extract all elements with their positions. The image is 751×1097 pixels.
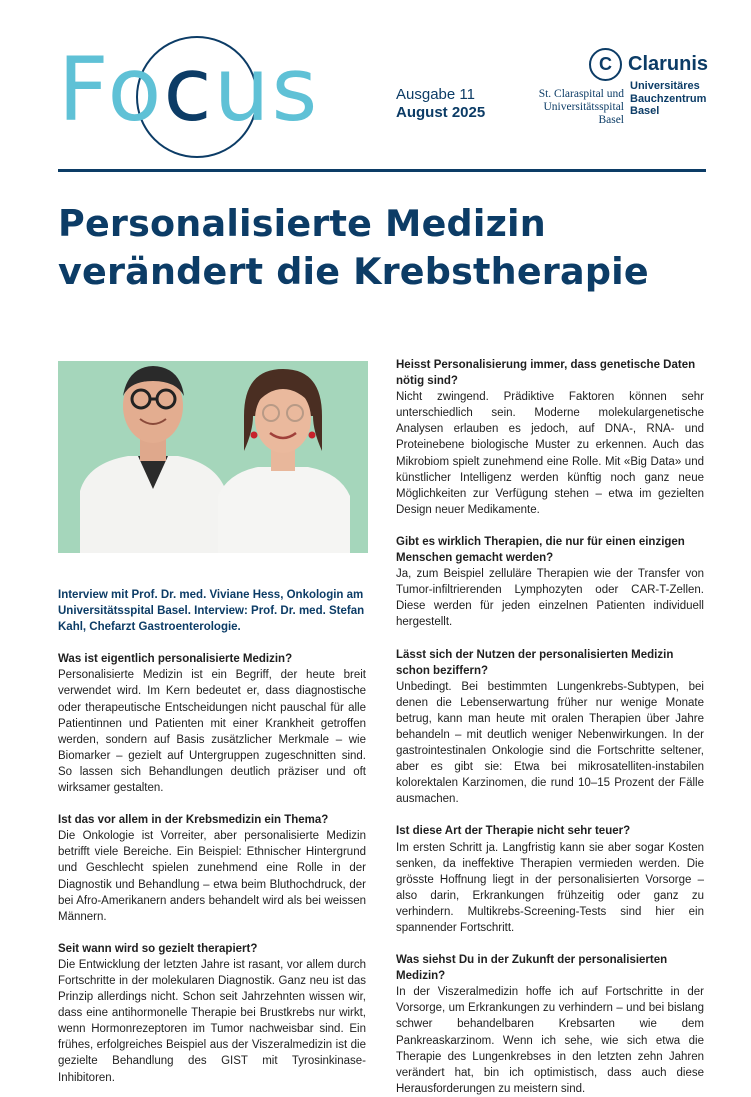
- qa-block: [396, 534, 704, 631]
- question: Ist das vor allem in der Krebsmedizin ein Thema?: [58, 814, 329, 827]
- hospital-line: Basel: [598, 114, 624, 126]
- focus-logo: [58, 36, 348, 161]
- header-divider: [58, 169, 706, 172]
- qa-block: [58, 812, 366, 925]
- qa-block: [396, 823, 704, 936]
- issue-info: [396, 86, 485, 122]
- portrait-photo: [58, 361, 368, 553]
- qa-block: [396, 357, 704, 518]
- question: Was ist eigentlich personalisierte Medizin?: [58, 653, 293, 666]
- question: Was siehst Du in der Zukunft der personalisierten Medizin?: [396, 954, 668, 983]
- answer: Personalisierte Medizin ist ein Begriff, der heute breit verwendet wird. Im Kern bedeutet er, dass diagnostische oder therapeutische Entscheidungen nicht pauschal für alle Patientinnen und Patienten mit einer Krankheit getroffen werden, sondern auf Basis zusätzlicher Merkmale – wie Biomarker – gezielt auf Untergruppen zugeschnitten sind. So lassen sich Behandlungen deutlich präziser und oft wirksamer gestalten.: [58, 669, 366, 795]
- hospital-line: Universitätsspital: [543, 101, 624, 113]
- interview-intro: Interview mit Prof. Dr. med. Viviane Hess, Onkologin am Universitätsspital Basel. Interview: Prof. Dr. med. Stefan Kahl, Chefarzt Gastroenterologie.: [58, 589, 365, 634]
- answer: Die Onkologie ist Vorreiter, aber personalisierte Medizin betrifft viele Bereiche. Ein Beispiel: Ethnischer Hintergrund und Geschlecht spielen zunehmend eine Rolle in der Diagnostik und Behandlung – etwa beim Bluthochdruck, der bei Afro-Amerikanern anders behandelt wird als bei weissen Männern.: [58, 830, 366, 923]
- clarunis-sub-line: Universitäres: [630, 80, 700, 92]
- clarunis-logo-icon: C: [589, 48, 622, 81]
- logo-part-c: c: [163, 38, 214, 141]
- hospital-names: [530, 88, 624, 127]
- question: Lässt sich der Nutzen der personalisierten Medizin schon beziffern?: [396, 648, 674, 677]
- qa-block: [396, 647, 704, 808]
- clarunis-subtitle: [630, 80, 706, 118]
- issue-date: August 2025: [396, 104, 486, 121]
- clarunis-sub-line: Bauchzentrum: [630, 92, 707, 105]
- question: Ist diese Art der Therapie nicht sehr teuer?: [396, 825, 631, 838]
- qa-block: [396, 952, 704, 1097]
- title-line: verändert die Krebstherapie: [58, 250, 649, 293]
- left-column: [58, 587, 366, 1086]
- answer: Ja, zum Beispiel zelluläre Therapien wie der Transfer von Tumor-infiltrierenden Lymphozyten oder CAR-T-Zellen. Diese werden für jeden einzelnen Patienten individuell hergestellt.: [396, 568, 704, 629]
- portrait-illustration: [58, 361, 368, 553]
- question: Heisst Personalisierung immer, dass genetische Daten nötig sind?: [396, 359, 696, 388]
- answer: Die Entwicklung der letzten Jahre ist rasant, vor allem durch Fortschritte in der molekularen Diagnostik. Ganz neu ist das Prinzip allerdings nicht. Schon seit Jahrzehnten wissen wir, dass eine antihormonelle Therapie bei Brustkrebs nur wirkt, wenn Hormonrezeptoren im Tumor nachweisbar sind. Ein frühes, erfolgreiches Beispiel aus der Viszeralmedizin ist die gezielte Behandlung des GIST mit Tyrosinkinase-Inhibitoren.: [58, 958, 366, 1084]
- logo-wordmark: [58, 40, 319, 140]
- right-column: [396, 357, 704, 1097]
- qa-block: [58, 941, 366, 1086]
- hospital-line: St. Claraspital und: [538, 88, 624, 100]
- article-title: [58, 200, 718, 296]
- answer: Nicht zwingend. Prädiktive Faktoren können sehr unterschiedlich sein. Moderne molekulargenetische Analysen erlauben es jedoch, auf DNA-, RNA- und Proteinebene biologische Muster zu erkennen. Auch das Mikrobiom spielt zunehmend eine Rolle. Mit «Big Data» und künstlicher Intelligenz werden künftig noch ganz neue Möglichkeiten zur Verfügung stehen – etwa im gezielten Design neuer Medikamente.: [396, 391, 704, 516]
- question: Gibt es wirklich Therapien, die nur für einen einzigen Menschen gemacht werden?: [396, 535, 685, 565]
- logo-part-us: us: [213, 38, 320, 141]
- question: Seit wann wird so gezielt therapiert?: [58, 942, 258, 955]
- clarunis-name: Clarunis: [628, 53, 709, 75]
- qa-block: [58, 651, 366, 796]
- title-line: Personalisierte Medizin: [58, 202, 546, 245]
- clarunis-sub-line: Basel: [630, 105, 660, 117]
- issue-number: Ausgabe 11: [396, 86, 475, 103]
- answer: Im ersten Schritt ja. Langfristig kann sie aber sogar Kosten senken, da ineffektive Therapien vermieden werden. Die grösste Hoffnung liegt in der personalisierten Vorsorge – also darin, Erkrankungen frühzeitig oder ganz zu verhindern. Multikrebs-Screening-Tests sind hier ein spannender Fortschritt.: [396, 841, 704, 934]
- answer: Unbedingt. Bei bestimmten Lungenkrebs-Subtypen, bei denen die Lebenserwartung früher nur wenige Monate betrug, kann man heute mit oralen Therapien über Jahre behandeln – mit deutlich weniger Nebenwirkungen. In der gastrointestinalen Onkologie sind die Fortschritte seltener, aber es gibt sie: Etwa bei mikrosatelliten-instabilen kolorektalen Karzinomen, die rund 10–15 Prozent der Fälle ausmachen.: [396, 680, 704, 806]
- answer: In der Viszeralmedizin hoffe ich auf Fortschritte in der Vorsorge, um Erkrankungen zu verhindern – und bei bislang schwer behandelbaren Krebsarten wie dem Pankreaskarzinom. Wenn ich sehe, wie sich etwa die Therapie des Lungenkrebses in den letzten zehn Jahren verändert hat, bin ich optimistisch, dass auch diese Herausforderungen zu meistern sind.: [396, 986, 704, 1095]
- logo-part-fo: Fo: [58, 38, 164, 141]
